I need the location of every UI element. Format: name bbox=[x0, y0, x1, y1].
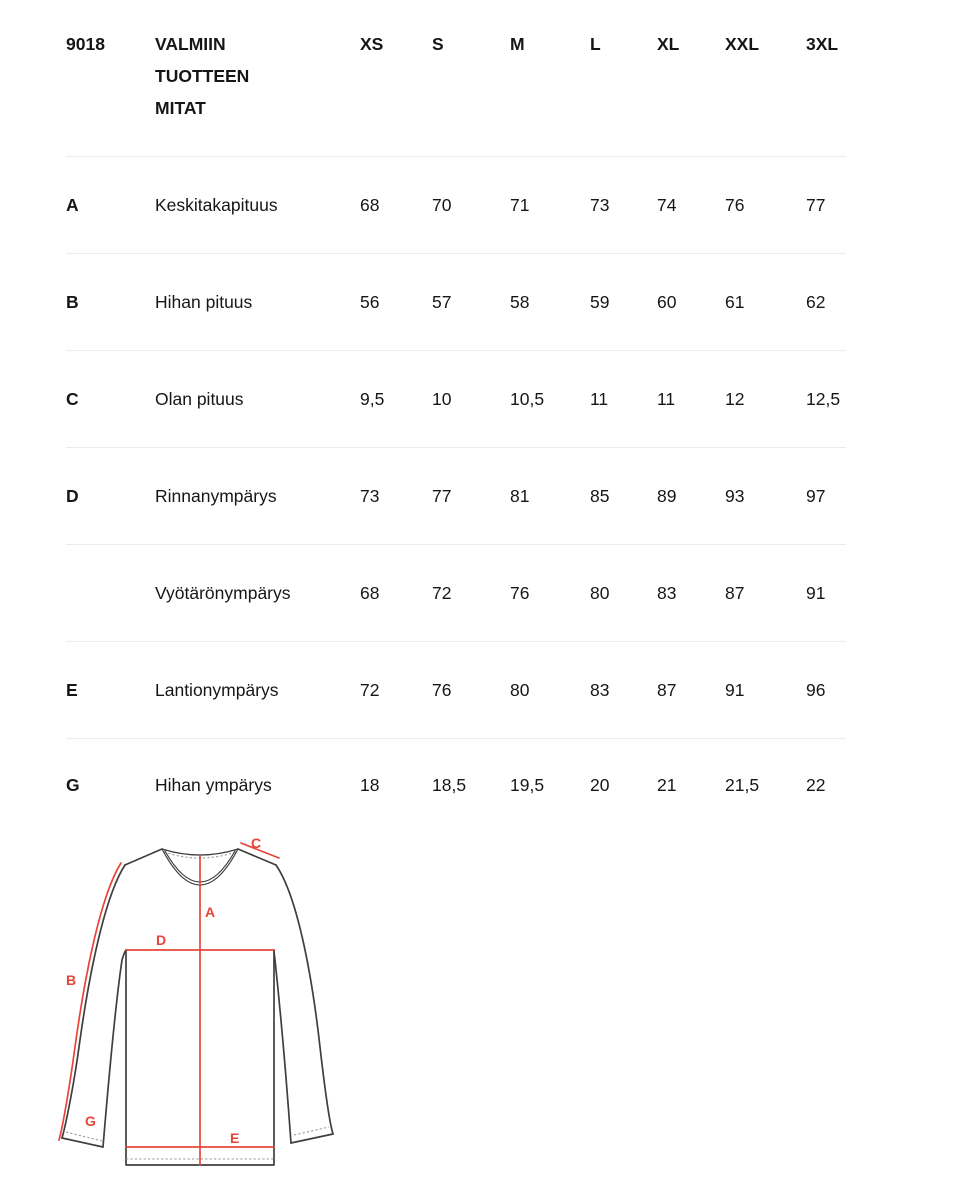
row-value: 18 bbox=[360, 775, 380, 795]
row-value: 87 bbox=[657, 679, 677, 700]
row-measurement-name: Rinnanympärys bbox=[155, 485, 277, 506]
size-table-header bbox=[66, 28, 846, 157]
label-A: A bbox=[205, 904, 216, 920]
row-value: 97 bbox=[806, 485, 826, 506]
row-value: 81 bbox=[510, 485, 530, 506]
row-value: 10 bbox=[432, 388, 452, 409]
row-value: 20 bbox=[590, 775, 610, 795]
row-value: 85 bbox=[590, 485, 610, 506]
row-value: 11 bbox=[657, 388, 676, 409]
table-row bbox=[66, 545, 846, 642]
shirt-outline bbox=[62, 849, 333, 1165]
row-value: 12,5 bbox=[806, 388, 841, 409]
row-value: 18,5 bbox=[432, 775, 467, 795]
row-value: 76 bbox=[725, 194, 745, 215]
row-value: 12 bbox=[725, 388, 745, 409]
row-value: 68 bbox=[360, 194, 380, 215]
measurement-labels bbox=[66, 835, 261, 1146]
row-value: 74 bbox=[657, 194, 677, 215]
row-value: 91 bbox=[725, 679, 745, 700]
label-D: D bbox=[156, 932, 167, 948]
label-C: C bbox=[251, 835, 262, 851]
row-letter: G bbox=[66, 775, 80, 795]
row-value: 59 bbox=[590, 291, 610, 312]
table-row bbox=[66, 448, 846, 545]
size-header-3xl: 3XL bbox=[806, 34, 839, 54]
table-row bbox=[66, 739, 846, 832]
size-header-xl: XL bbox=[657, 34, 680, 54]
row-measurement-name: Hihan pituus bbox=[155, 291, 253, 312]
product-code: 9018 bbox=[66, 34, 105, 54]
row-value: 72 bbox=[360, 679, 380, 700]
size-header-xs: XS bbox=[360, 34, 384, 54]
table-row bbox=[66, 642, 846, 739]
shirt-measurement-drawing bbox=[58, 832, 358, 1180]
row-value: 87 bbox=[725, 582, 745, 603]
row-value: 77 bbox=[806, 194, 826, 215]
table-row bbox=[66, 351, 846, 448]
row-value: 21,5 bbox=[725, 775, 760, 795]
row-value: 21 bbox=[657, 775, 677, 795]
row-measurement-name: Hihan ympärys bbox=[155, 775, 272, 795]
row-measurement-name: Olan pituus bbox=[155, 388, 244, 409]
row-value: 68 bbox=[360, 582, 380, 603]
size-header-s: S bbox=[432, 34, 444, 54]
row-value: 83 bbox=[657, 582, 677, 603]
row-value: 76 bbox=[432, 679, 452, 700]
row-value: 70 bbox=[432, 194, 452, 215]
row-value: 71 bbox=[510, 194, 530, 215]
row-value: 19,5 bbox=[510, 775, 545, 795]
row-value: 9,5 bbox=[360, 388, 385, 409]
row-value: 83 bbox=[590, 679, 610, 700]
row-value: 58 bbox=[510, 291, 530, 312]
row-value: 60 bbox=[657, 291, 677, 312]
row-letter: D bbox=[66, 485, 79, 506]
size-table-body bbox=[66, 157, 976, 832]
row-value: 91 bbox=[806, 582, 826, 603]
size-header-m: M bbox=[510, 34, 525, 54]
row-value: 22 bbox=[806, 775, 826, 795]
table-row bbox=[66, 254, 846, 351]
row-value: 10,5 bbox=[510, 388, 545, 409]
row-measurement-name: Vyötärönympärys bbox=[155, 582, 291, 603]
row-value: 72 bbox=[432, 582, 452, 603]
row-value: 89 bbox=[657, 485, 677, 506]
row-value: 73 bbox=[590, 194, 610, 215]
table-title: VALMIIN TUOTTEEN MITAT bbox=[155, 34, 250, 118]
garment-diagram bbox=[58, 832, 976, 1185]
size-header-l: L bbox=[590, 34, 601, 54]
row-value: 80 bbox=[590, 582, 610, 603]
label-E: E bbox=[230, 1130, 240, 1146]
row-value: 93 bbox=[725, 485, 745, 506]
row-value: 76 bbox=[510, 582, 530, 603]
size-header-xxl: XXL bbox=[725, 34, 760, 54]
row-value: 96 bbox=[806, 679, 826, 700]
measure-line-B bbox=[59, 863, 121, 1140]
row-letter: A bbox=[66, 194, 79, 215]
row-measurement-name: Keskitakapituus bbox=[155, 194, 278, 215]
row-value: 73 bbox=[360, 485, 380, 506]
row-value: 80 bbox=[510, 679, 530, 700]
row-measurement-name: Lantionympärys bbox=[155, 679, 279, 700]
label-B: B bbox=[66, 972, 77, 988]
row-letter: C bbox=[66, 388, 79, 409]
row-value: 56 bbox=[360, 291, 380, 312]
row-letter: B bbox=[66, 291, 79, 312]
row-value: 11 bbox=[590, 388, 609, 409]
row-value: 62 bbox=[806, 291, 826, 312]
label-G: G bbox=[85, 1113, 96, 1129]
row-letter: E bbox=[66, 679, 78, 700]
row-value: 77 bbox=[432, 485, 452, 506]
row-value: 61 bbox=[725, 291, 745, 312]
row-value: 57 bbox=[432, 291, 452, 312]
table-row bbox=[66, 157, 846, 254]
